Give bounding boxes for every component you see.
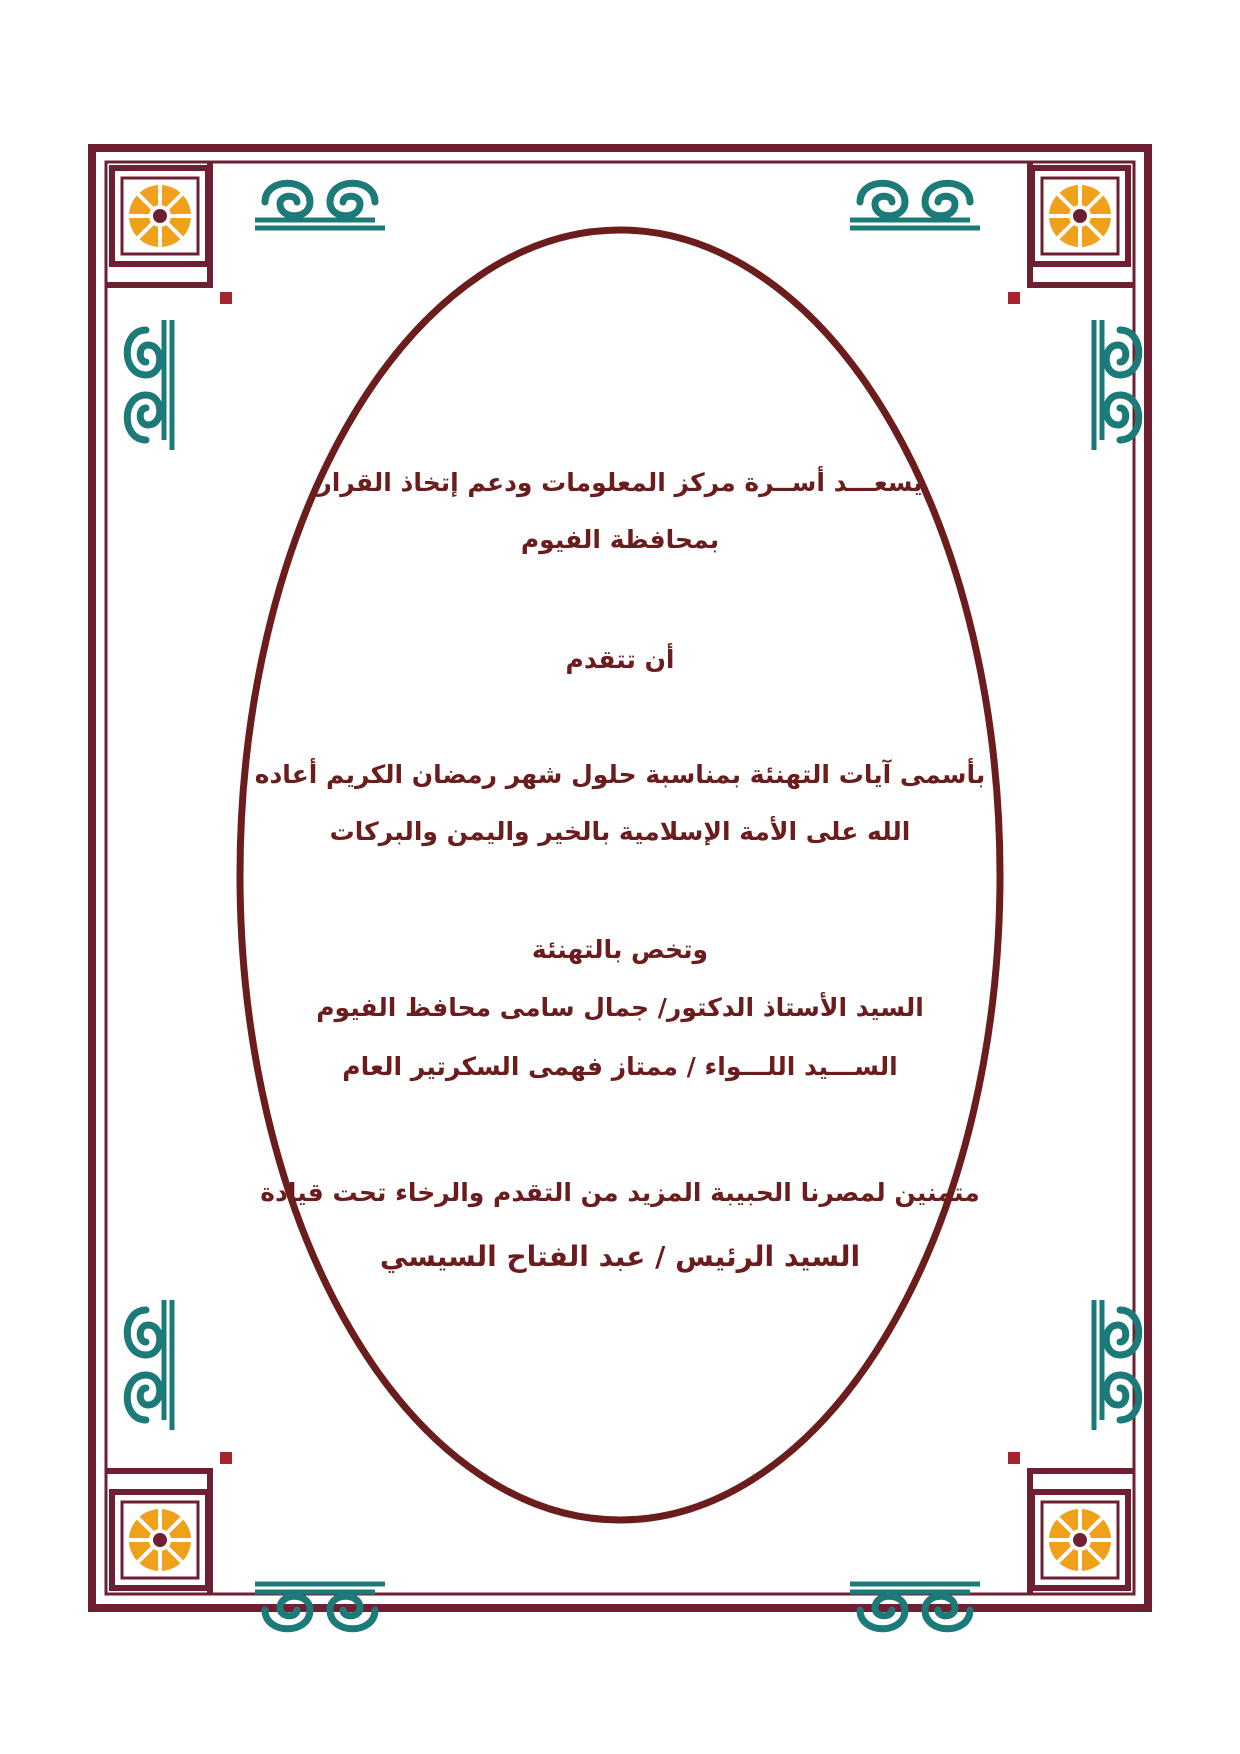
recipient-line-2: الســـيد اللـــواء / ممتاز فهمى السكرتير العام — [342, 1052, 898, 1081]
rosette-icon-top-left — [112, 168, 208, 264]
spiral-ornament-icon-left-lower — [127, 1300, 172, 1430]
rosette-icon-bottom-right — [1032, 1492, 1128, 1588]
intro-line-2: بمحافظة الفيوم — [520, 525, 720, 554]
spiral-ornament-icon-left-upper — [127, 320, 172, 450]
recipient-line-1: السيد الأستاذ الدكتور/ جمال سامى محافظ الفيوم — [316, 993, 924, 1022]
greeting-line-2: الله على الأمة الإسلامية بالخير واليمن والبركات — [329, 817, 911, 846]
spiral-ornament-icon-right-upper — [1094, 320, 1139, 450]
greeting-line-1: بأسمى آيات التهنئة بمناسبة حلول شهر رمضان الكريم أعاده — [254, 760, 986, 789]
president-line: السيد الرئيس / عبد الفتاح السيسي — [379, 1240, 861, 1273]
rosette-icon-bottom-left — [112, 1492, 208, 1588]
spiral-ornament-icon-right-lower — [1094, 1300, 1139, 1430]
rosette-icon-top-right — [1032, 168, 1128, 264]
spiral-ornament-icon-top-left — [255, 183, 385, 228]
special-line: وتخص بالتهنئة — [531, 935, 709, 964]
wish-line: متمنين لمصرنا الحبيبة المزيد من التقدم والرخاء تحت قيادة — [260, 1178, 980, 1207]
spiral-ornament-icon-top-right — [850, 183, 980, 228]
intro-line-1: يسعـــد أســرة مركز المعلومات ودعم إتخاذ القرار — [317, 468, 923, 497]
offer-line: أن تتقدم — [565, 645, 675, 674]
central-oval-border — [240, 230, 1000, 1520]
